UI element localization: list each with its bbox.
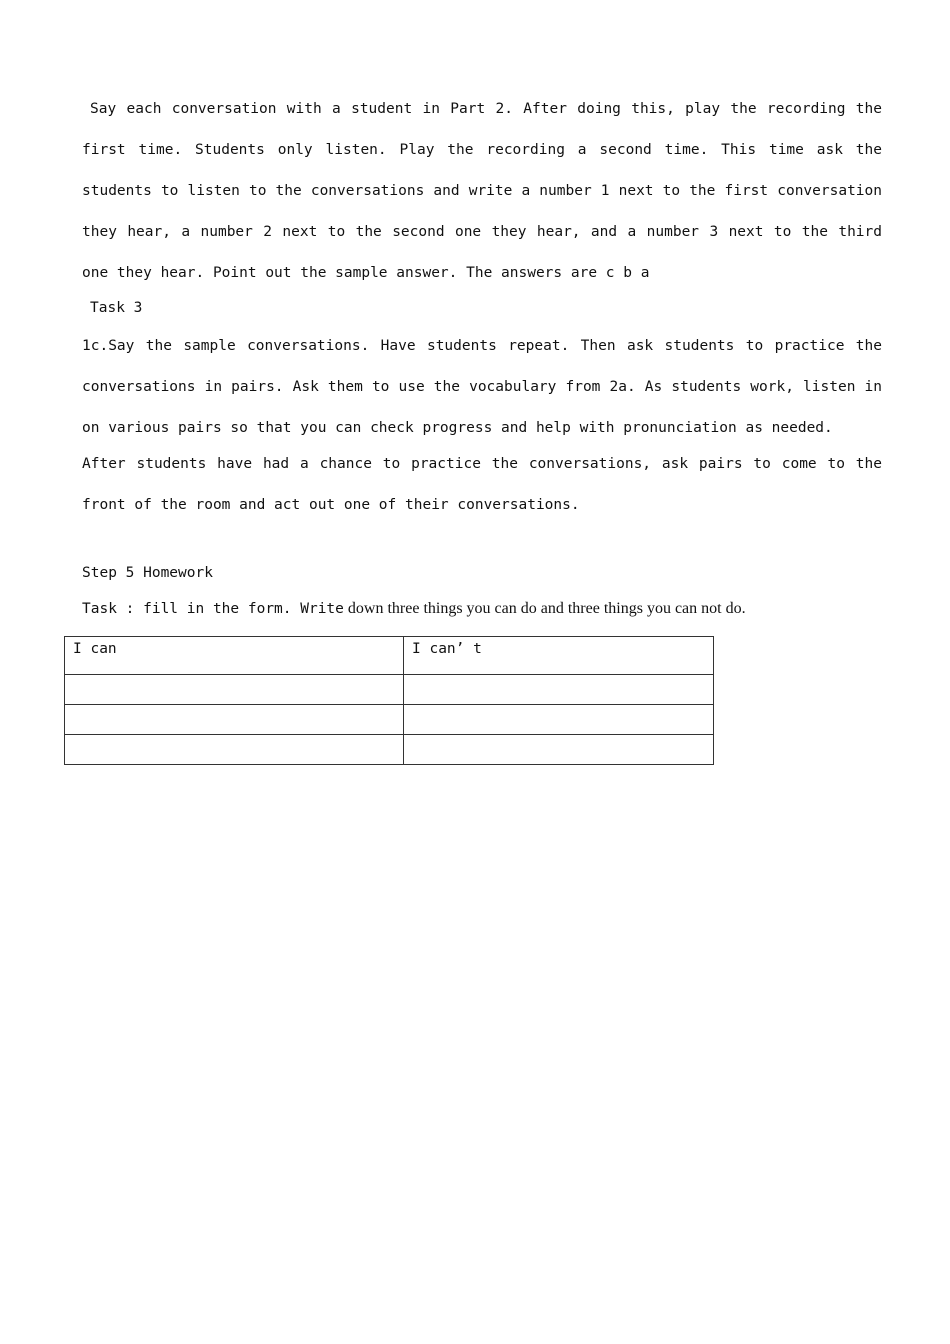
homework-task-suffix: down three things you can do and three things you can not do. [343,600,746,617]
instruction-paragraph-1c: 1c.Say the sample conversations. Have students repeat. Then ask students to practice the conversations in pairs. Ask them to use the vocabulary from 2a. As students work, listen in on various pairs so that you can check progress and help with pronunciation as needed. [82,338,882,436]
table-cell[interactable] [404,675,714,705]
instruction-paragraph-part2: Say each conversation with a student in Part 2. After doing this, play the recording the first time. Students only listen. Play the recording a second time. This time ask the students to listen to the conversations and write a number 1 next to the first conversation they hear, a number 2 next to the second one they hear, and a number 3 next to the third one they hear. Point out the sample answer. The answers are c b a [82,101,882,281]
homework-task-line [82,600,746,618]
table-row [65,705,714,735]
header-cell-i-cant: I can’ t [404,637,714,675]
step-5-heading: Step 5 Homework [82,565,213,581]
homework-form-table [64,636,714,765]
table-row [65,675,714,705]
table-cell[interactable] [404,735,714,765]
table-cell[interactable] [65,735,404,765]
table-cell[interactable] [65,675,404,705]
homework-task-prefix: Task : fill in the form. Write [82,601,344,617]
task-3-heading: Task 3 [90,300,143,316]
header-cell-i-can: I can [65,637,404,675]
table-row [65,735,714,765]
instruction-paragraph-act-out: After students have had a chance to practice the conversations, ask pairs to come to the front of the room and act out one of their conversations. [82,456,882,513]
table-header-row [65,637,714,675]
table-cell[interactable] [404,705,714,735]
table-cell[interactable] [65,705,404,735]
